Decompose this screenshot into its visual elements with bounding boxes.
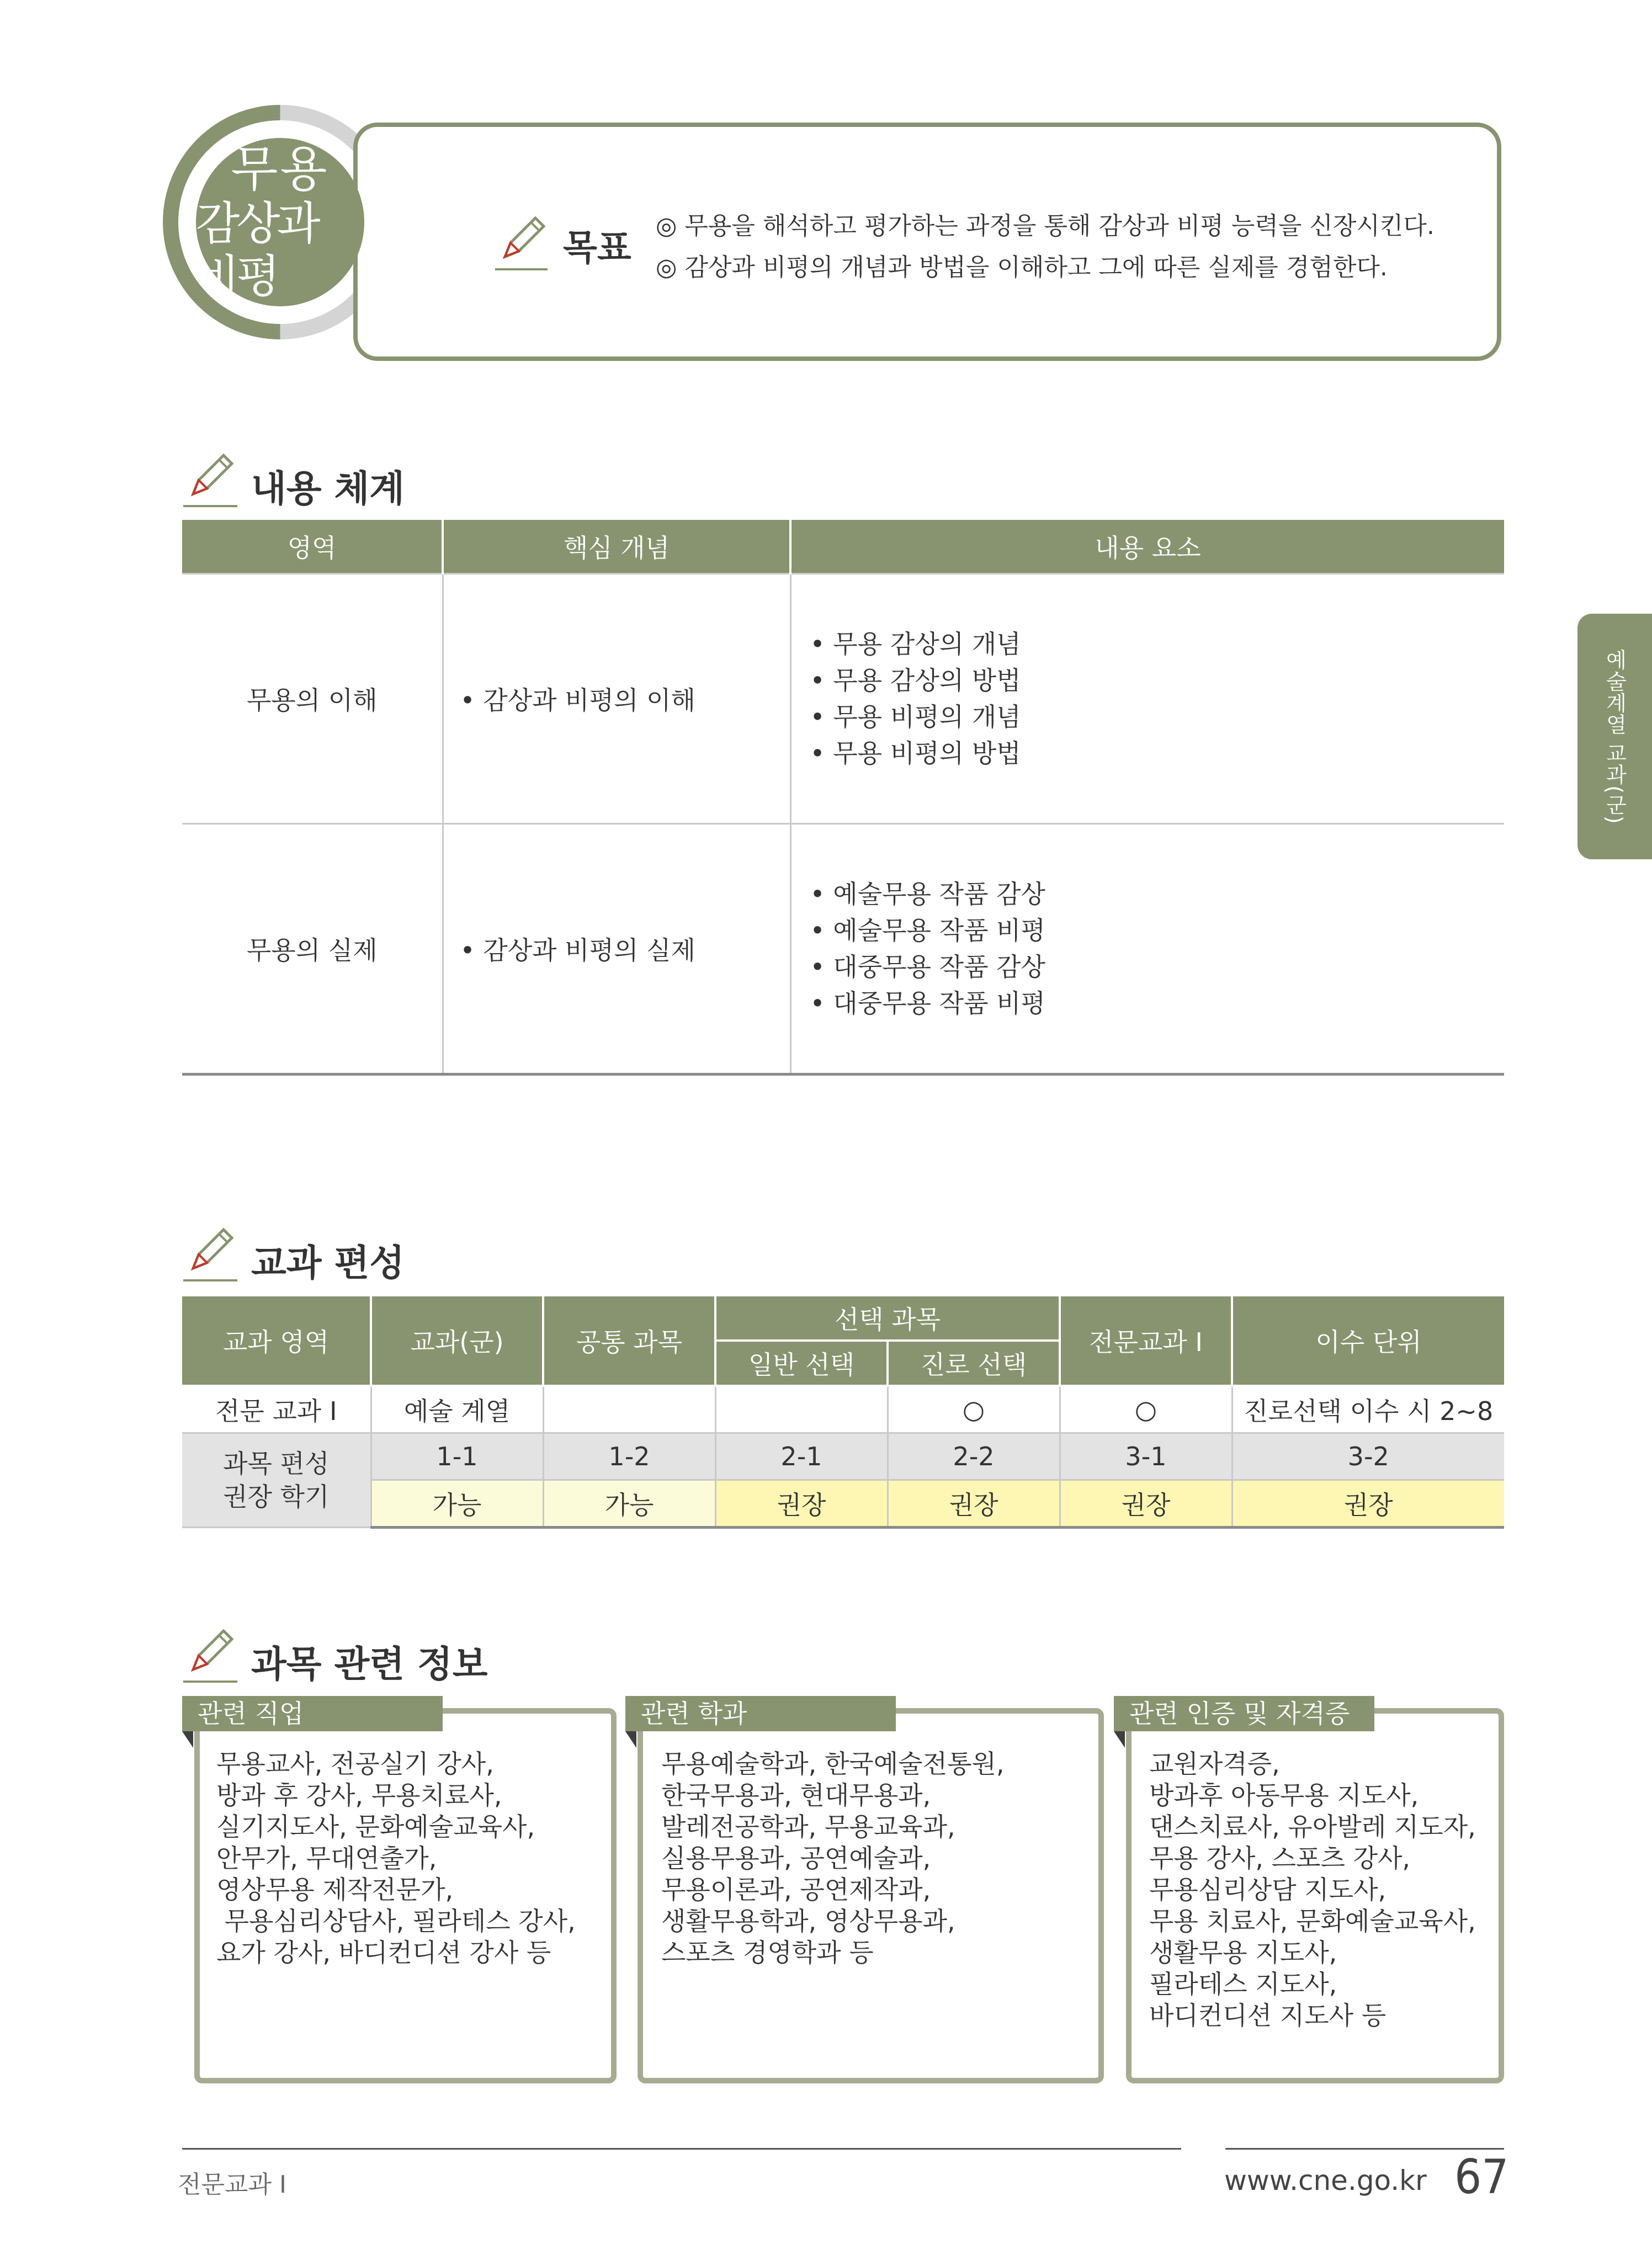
area-cell: 무용의 이해 xyxy=(182,574,443,824)
tab-notch xyxy=(625,1731,636,1748)
column-header: 교과(군) xyxy=(371,1295,543,1386)
column-header: 핵심 개념 xyxy=(443,520,790,574)
related-majors-text: 무용예술학과, 한국예술전통원, 한국무용과, 현대무용과, 발레전공학과, 무용교육과, 실용무용과, 공연예술과, 무용이론과, 공연제작과, 생활무용학과, 영상무용과, 스포츠 경영학과 등 xyxy=(661,1749,1005,1967)
subject-title-line2: 감상과 비평 xyxy=(196,197,317,303)
pencil-underline xyxy=(495,268,548,270)
table-header-row xyxy=(182,1295,1504,1341)
table-row xyxy=(182,1480,1504,1528)
table-row xyxy=(182,1433,1504,1480)
table-cell: ○ xyxy=(1060,1386,1232,1433)
column-header: 진로 선택 xyxy=(888,1341,1060,1386)
recommend-cell: 권장 xyxy=(715,1480,888,1528)
footer-rule xyxy=(182,2148,1181,2150)
table-cell: 진로선택 이수 시 2~8 xyxy=(1232,1386,1504,1433)
table-cell: ○ xyxy=(888,1386,1060,1433)
column-header: 영역 xyxy=(182,520,443,574)
recommend-cell: 권장 xyxy=(888,1480,1060,1528)
table-row xyxy=(182,1386,1504,1433)
content-system-table xyxy=(182,520,1504,1076)
column-header: 교과 영역 xyxy=(182,1295,371,1386)
goal-label: 목표 xyxy=(563,228,631,269)
side-index-tab-label: 예술계열 교과(군) xyxy=(1602,648,1627,825)
related-jobs-tab: 관련 직업 xyxy=(182,1696,443,1731)
pencil-underline xyxy=(183,505,237,507)
list-item: • 무용 비평의 방법 xyxy=(810,735,1505,772)
tab-notch xyxy=(1114,1731,1125,1748)
tab-notch xyxy=(182,1731,193,1748)
column-header: 내용 요소 xyxy=(790,520,1504,574)
curriculum-table xyxy=(182,1294,1504,1529)
semester-cell: 1-1 xyxy=(371,1433,543,1480)
element-list xyxy=(792,876,1505,1022)
semester-cell: 1-2 xyxy=(543,1433,715,1480)
footer-section-label: 전문교과 Ⅰ xyxy=(178,2171,286,2199)
elements-cell xyxy=(790,824,1504,1075)
semester-cell: 3-2 xyxy=(1232,1433,1504,1480)
subject-title-line1: 무용 xyxy=(231,140,330,198)
area-cell: 무용의 실제 xyxy=(182,824,443,1075)
table-row xyxy=(182,824,1504,1075)
pencil-icon xyxy=(182,1224,237,1279)
element-list xyxy=(792,626,1505,772)
concept-cell: • 감상과 비평의 실제 xyxy=(443,824,790,1075)
table-row xyxy=(182,574,1504,824)
related-certificates-text: 교원자격증, 방과후 아동무용 지도사, 댄스치료사, 유아발레 지도자, 무용 강사, 스포츠 강사, 무용심리상담 지도사, 무용 치료사, 문화예술교육사, 생활무용 지도사, 필라테스 지도사, 바디컨디션 지도사 등 xyxy=(1149,1749,1476,2030)
pencil-underline xyxy=(183,1681,237,1683)
pencil-icon xyxy=(182,1625,237,1681)
table-cell: 예술 계열 xyxy=(371,1386,543,1433)
section-title-content-system: 내용 체계 xyxy=(251,467,405,510)
column-header: 선택 과목 xyxy=(715,1295,1060,1341)
list-item: • 예술무용 작품 비평 xyxy=(810,912,1505,949)
list-item: • 무용 비평의 개념 xyxy=(810,699,1505,735)
side-index-tab-label-wrap xyxy=(1577,614,1652,859)
list-item: • 무용 감상의 방법 xyxy=(810,662,1505,699)
list-item: • 무용 감상의 개념 xyxy=(810,626,1505,662)
column-header: 공통 과목 xyxy=(543,1295,715,1386)
column-header: 전문교과 I xyxy=(1060,1295,1232,1386)
table-cell xyxy=(715,1386,888,1433)
column-header: 일반 선택 xyxy=(715,1341,888,1386)
table-cell xyxy=(543,1386,715,1433)
table-header-row xyxy=(182,520,1504,574)
list-item: • 대중무용 작품 비평 xyxy=(810,985,1505,1022)
section-title-curriculum: 교과 편성 xyxy=(251,1242,405,1284)
related-majors-tab: 관련 학과 xyxy=(625,1696,896,1731)
column-header: 이수 단위 xyxy=(1232,1295,1504,1386)
semester-cell: 3-1 xyxy=(1060,1433,1232,1480)
pencil-icon xyxy=(182,450,237,505)
goal-line: ◎ 감상과 비평의 개념과 방법을 이해하고 그에 따른 실제를 경험한다. xyxy=(656,253,1388,281)
semester-cell: 2-2 xyxy=(888,1433,1060,1480)
footer-url[interactable]: www.cne.go.kr xyxy=(1224,2165,1427,2197)
recommend-cell: 가능 xyxy=(543,1480,715,1528)
recommend-cell: 권장 xyxy=(1232,1480,1504,1528)
related-jobs-text: 무용교사, 전공실기 강사, 방과 후 강사, 무용치료사, 실기지도사, 문화예술교육사, 안무가, 무대연출가, 영상무용 제작전문가, 무용심리상담사, 필라테스 강사, 요가 강사, 바디컨디션 강사 등 xyxy=(216,1749,576,1967)
list-item: • 대중무용 작품 감상 xyxy=(810,949,1505,985)
goal-list xyxy=(656,205,1435,288)
section-title-related-info: 과목 관련 정보 xyxy=(251,1643,488,1685)
semester-cell: 2-1 xyxy=(715,1433,888,1480)
concept-cell: • 감상과 비평의 이해 xyxy=(443,574,790,824)
list-item: • 예술무용 작품 감상 xyxy=(810,876,1505,912)
elements-cell xyxy=(790,574,1504,824)
pencil-icon xyxy=(494,212,549,268)
recommend-cell: 권장 xyxy=(1060,1480,1232,1528)
goal-line: ◎ 무용을 해석하고 평가하는 과정을 통해 감상과 비평 능력을 신장시킨다. xyxy=(656,212,1435,240)
semester-label-cell: 과목 편성 권장 학기 xyxy=(182,1433,371,1528)
page-number: 67 xyxy=(1454,2150,1509,2205)
related-certificates-tab: 관련 인증 및 자격증 xyxy=(1114,1696,1374,1731)
pencil-underline xyxy=(183,1279,237,1281)
subject-title-badge xyxy=(196,138,364,306)
table-cell: 전문 교과 I xyxy=(182,1386,371,1433)
recommend-cell: 가능 xyxy=(371,1480,543,1528)
